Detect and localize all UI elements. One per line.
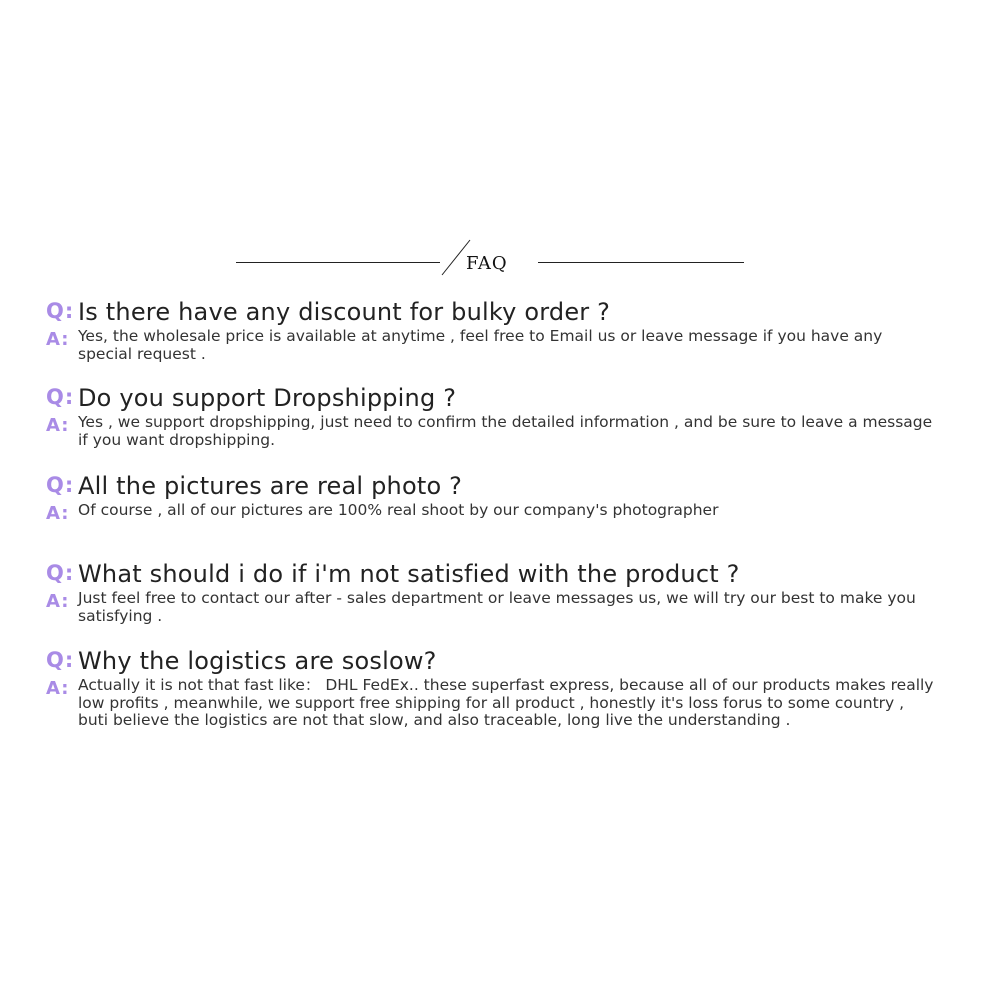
question-row: [46, 560, 946, 590]
question-marker: Q:: [46, 385, 75, 409]
question-text: Is there have any discount for bulky order ?: [78, 298, 611, 326]
answer-row: [46, 677, 946, 730]
faq-item-2: [46, 384, 946, 449]
answer-row: [46, 328, 946, 363]
answer-marker: A:: [46, 415, 70, 436]
answer-text: Yes, the wholesale price is available at anytime , feel free to Email us or leave message if you have any special request .: [78, 327, 883, 363]
answer-marker: A:: [46, 591, 70, 612]
header-divider-right: [538, 262, 744, 263]
question-marker: Q:: [46, 648, 75, 672]
question-text: Why the logistics are soslow?: [78, 647, 437, 675]
question-text: What should i do if i'm not satisfied with the product ?: [78, 560, 740, 588]
question-text: Do you support Dropshipping ?: [78, 384, 457, 412]
answer-row: [46, 414, 946, 449]
answer-text: Yes , we support dropshipping, just need to confirm the detailed information , and be sure to leave a message if you want dropshipping.: [78, 413, 933, 449]
answer-row: [46, 501, 946, 524]
answer-text: Of course , all of our pictures are 100% real shoot by our company's photographer: [78, 501, 719, 519]
faq-item-3: [46, 472, 946, 524]
question-row: [46, 298, 946, 328]
answer-marker: A:: [46, 678, 70, 699]
question-row: [46, 384, 946, 414]
question-row: [46, 647, 946, 677]
faq-item-5: [46, 647, 946, 730]
answer-text: Just feel free to contact our after - sales department or leave messages us, we will try our best to make you satisfying .: [78, 589, 916, 625]
question-marker: Q:: [46, 561, 75, 585]
question-text: All the pictures are real photo ?: [78, 472, 463, 500]
answer-row: [46, 590, 946, 625]
faq-item-4: [46, 560, 946, 625]
question-row: [46, 472, 946, 502]
header-divider-left: [236, 262, 440, 263]
faq-header: [236, 238, 744, 278]
question-marker: Q:: [46, 299, 75, 323]
answer-text: Actually it is not that fast like： DHL FedEx.. these superfast express, because all of our products makes really low profits , meanwhile, we support free shipping for all product , honestly it's loss forus to some country , buti believe the logistics are not that slow, and also traceable, long live the understanding .: [78, 676, 934, 729]
question-marker: Q:: [46, 473, 75, 497]
faq-title: FAQ: [466, 253, 508, 274]
faq-item-1: [46, 298, 946, 363]
answer-marker: A:: [46, 329, 70, 350]
answer-marker: A:: [46, 503, 70, 524]
